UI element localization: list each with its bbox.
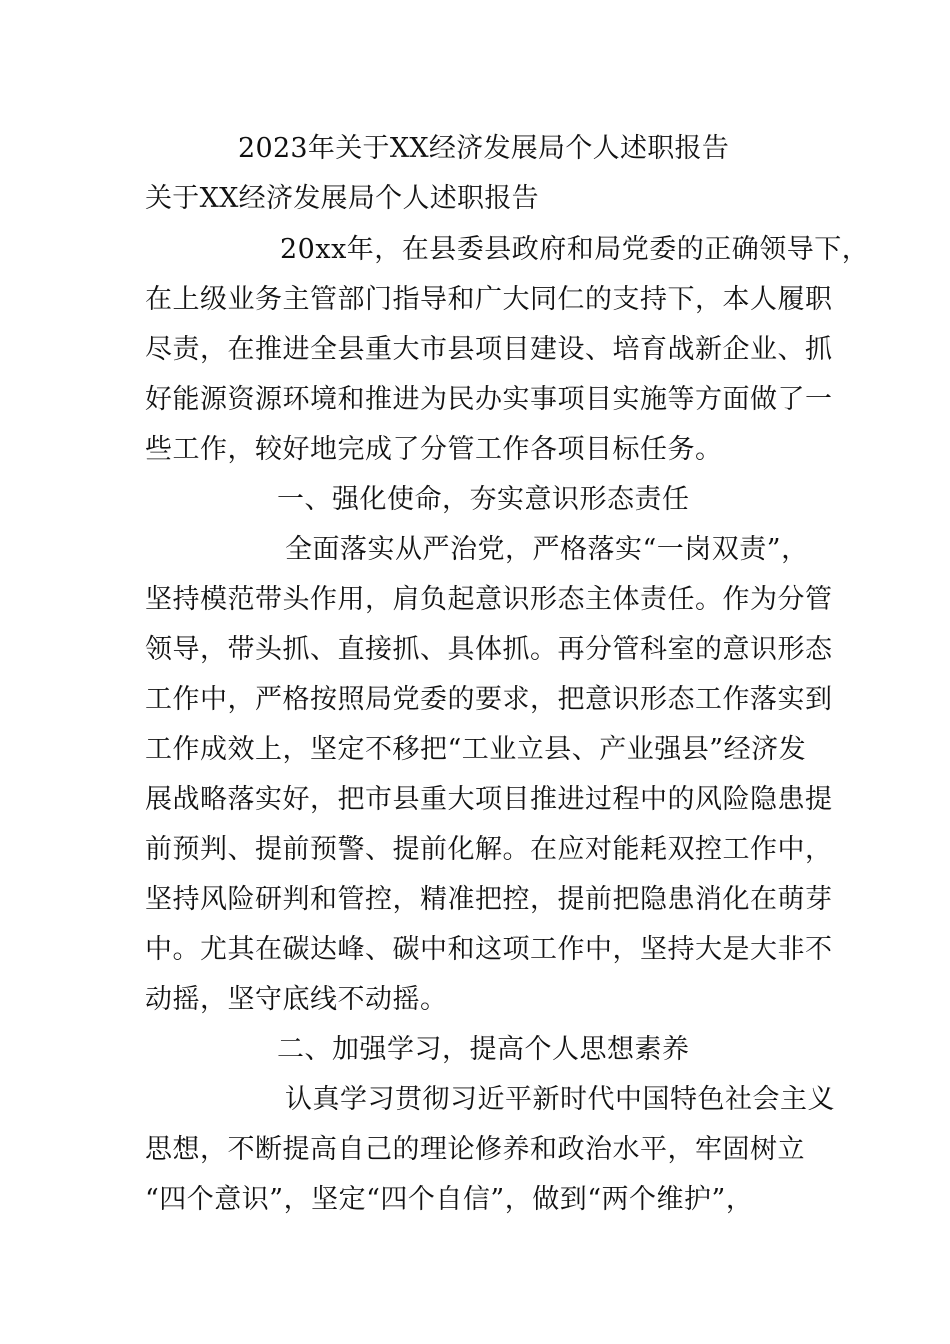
- document-title: 2023年关于XX经济发展局个人述职报告: [238, 133, 730, 164]
- section-1-line: 前预判、提前预警、提前化解。在应对能耗双控工作中，: [145, 834, 833, 865]
- intro-line: 20xx年，在县委县政府和局党委的正确领导下，: [280, 234, 870, 265]
- intro-line: 好能源资源环境和推进为民办实事项目实施等方面做了一: [145, 384, 833, 415]
- section-1-line: 展战略落实好，把市县重大项目推进过程中的风险隐患提: [145, 784, 833, 815]
- section-1-line: 工作中，严格按照局党委的要求，把意识形态工作落实到: [145, 684, 833, 715]
- section-1-heading: 一、强化使命，夯实意识形态责任: [277, 484, 690, 515]
- section-2-line: 认真学习贯彻习近平新时代中国特色社会主义: [285, 1084, 835, 1115]
- section-1-line: 全面落实从严治党，严格落实“一岗双责”，: [285, 534, 809, 565]
- section-1-line: 动摇，坚守底线不动摇。: [145, 984, 448, 1015]
- section-1-line: 工作成效上，坚定不移把“工业立县、产业强县”经济发: [145, 734, 807, 765]
- section-1-line: 坚持模范带头作用，肩负起意识形态主体责任。作为分管: [145, 584, 833, 615]
- section-1-line: 坚持风险研判和管控，精准把控，提前把隐患消化在萌芽: [145, 884, 833, 915]
- intro-line: 在上级业务主管部门指导和广大同仁的支持下，本人履职: [145, 284, 833, 315]
- section-1-line: 领导，带头抓、直接抓、具体抓。再分管科室的意识形态: [145, 634, 833, 665]
- section-2-heading: 二、加强学习，提高个人思想素养: [277, 1034, 690, 1065]
- section-2-line: “四个意识”，坚定“四个自信”，做到“两个维护”，: [145, 1184, 754, 1215]
- intro-line: 些工作，较好地完成了分管工作各项目标任务。: [145, 434, 723, 465]
- section-1-line: 中。尤其在碳达峰、碳中和这项工作中，坚持大是大非不: [145, 934, 833, 965]
- section-2-line: 思想，不断提高自己的理论修养和政治水平，牢固树立: [145, 1134, 805, 1165]
- intro-line: 尽责，在推进全县重大市县项目建设、培育战新企业、抓: [145, 334, 833, 365]
- document-subtitle: 关于XX经济发展局个人述职报告: [145, 183, 539, 214]
